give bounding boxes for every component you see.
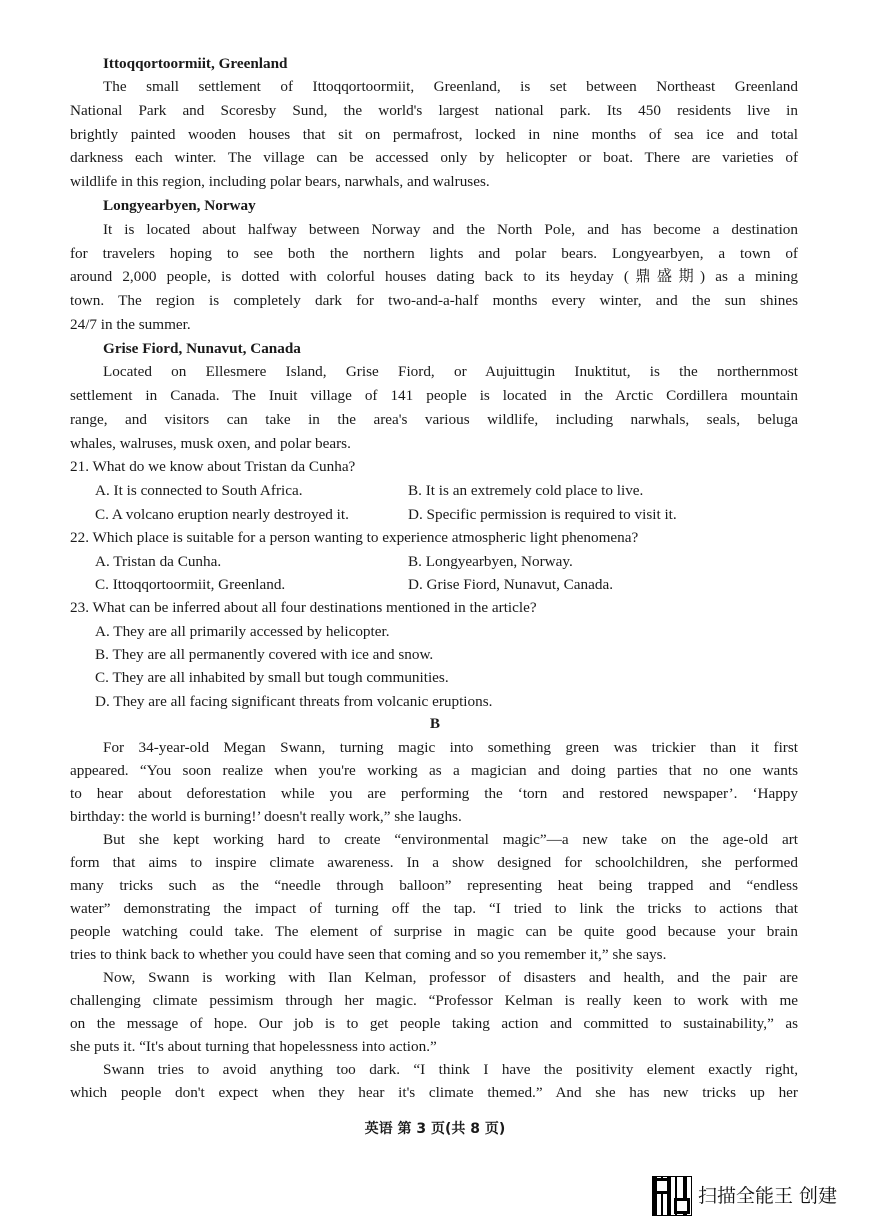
heading-grise-fiord: Grise Fiord, Nunavut, Canada (103, 340, 301, 357)
text-line: It is located about halfway between Norway and the North Pole, and has become a destination (103, 221, 798, 238)
text-line: Now, Swann is working with Ilan Kelman, professor of disasters and health, and the pair are (103, 969, 798, 986)
text-line: brightly painted wooden houses that sit on permafrost, locked in nine months of sea ice and total (70, 126, 798, 143)
text-line: The small settlement of Ittoqqortoormiit, Greenland, is set between Northeast Greenland (103, 78, 798, 95)
text-line: town. The region is completely dark for two-and-a-half months every winter, and the sun shines (70, 292, 798, 309)
question-23: 23. What can be inferred about all four destinations mentioned in the article? (70, 599, 537, 616)
text-line: National Park and Scoresby Sund, the world's largest national park. Its 450 residents live in (70, 102, 798, 119)
text-line: form that aims to inspire climate awareness. In a show designed for schoolchildren, she performed (70, 854, 798, 871)
text-line: on the message of hope. Our job is to get people taking action and committed to sustainability,” as (70, 1015, 798, 1032)
option-22b: B. Longyearbyen, Norway. (408, 553, 573, 570)
question-22: 22. Which place is suitable for a person wanting to experience atmospheric light phenomena? (70, 529, 639, 546)
option-23a: A. They are all primarily accessed by helicopter. (95, 623, 390, 640)
text-line: darkness each winter. The village can be accessed only by helicopter or boat. There are varieties of (70, 149, 798, 166)
option-23b: B. They are all permanently covered with ice and snow. (95, 646, 434, 663)
question-21: 21. What do we know about Tristan da Cunha? (70, 458, 356, 475)
text-line: settlement in Canada. The Inuit village of 141 people is located in the Arctic Cordillera mountain (70, 387, 798, 404)
text-line: 24/7 in the summer. (70, 316, 191, 333)
option-22d: D. Grise Fiord, Nunavut, Canada. (408, 576, 613, 593)
text-line: which people don't expect when they hear it's climate themed.” And she has new tricks up her (70, 1084, 798, 1101)
option-21a: A. It is connected to South Africa. (95, 482, 303, 499)
option-21b: B. It is an extremely cold place to live. (408, 482, 644, 499)
option-21c: C. A volcano eruption nearly destroyed it. (95, 506, 349, 523)
option-22c: C. Ittoqqortoormiit, Greenland. (95, 576, 286, 593)
text-line: Located on Ellesmere Island, Grise Fiord, or Aujuittugin Inuktitut, is the northernmost (103, 363, 798, 380)
option-23d: D. They are all facing significant threats from volcanic eruptions. (95, 693, 493, 710)
text-line: to hear about deforestation while you are performing the ‘torn and restored newspaper’. ‘Happy (70, 785, 798, 802)
heading-longyearbyen: Longyearbyen, Norway (103, 197, 256, 214)
heading-ittoqqortoormiit: Ittoqqortoormiit, Greenland (103, 55, 288, 72)
option-21d: D. Specific permission is required to visit it. (408, 506, 677, 523)
text-line: she puts it. “It's about turning that hopelessness into action.” (70, 1038, 437, 1055)
page-footer: 英语 第 3 页(共 8 页) (364, 1121, 506, 1137)
text-line: tries to think back to whether you could have seen that coming and so you remember it,” she says. (70, 946, 667, 963)
option-23c: C. They are all inhabited by small but tough communities. (95, 669, 449, 686)
text-line: range, and visitors can take in the area's various wildlife, including narwhals, seals, beluga (70, 411, 798, 428)
text-line: birthday: the world is burning!’ doesn't really work,” she laughs. (70, 808, 462, 825)
text-line: people watching could take. The element of surprise in magic can be quite good because your brain (70, 923, 798, 940)
section-label-b: B (429, 715, 441, 732)
text-line: for travelers hoping to see both the northern lights and polar bears. Longyearbyen, a town of (70, 245, 798, 262)
text-line: water” demonstrating the impact of turning off the tap. “I tried to link the tricks to actions that (70, 900, 798, 917)
text-line: wildlife in this region, including polar bears, narwhals, and walruses. (70, 173, 490, 190)
option-22a: A. Tristan da Cunha. (95, 553, 222, 570)
text-line: For 34-year-old Megan Swann, turning magic into something green was trickier than it first (103, 739, 798, 756)
scanner-watermark: 扫描全能王 创建 (698, 1185, 838, 1207)
text-line: challenging climate pessimism through her magic. “Professor Kelman is really keen to work with me (70, 992, 798, 1009)
text-line: around 2,000 people, is dotted with colorful houses dating back to its heyday (鼎盛期) as a mining (70, 268, 798, 285)
text-line: But she kept working hard to create “environmental magic”—a new take on the age-old art (103, 831, 798, 848)
qr-code-icon (652, 1176, 692, 1216)
text-line: Swann tries to avoid anything too dark. “I think I have the positivity element exactly right, (103, 1061, 798, 1078)
text-line: appeared. “You soon realize when you're working as a magician and doing parties that no one wants (70, 762, 798, 779)
text-line: many tricks such as the “needle through balloon” representing heat being trapped and “endless (70, 877, 798, 894)
text-line: whales, walruses, musk oxen, and polar bears. (70, 435, 351, 452)
